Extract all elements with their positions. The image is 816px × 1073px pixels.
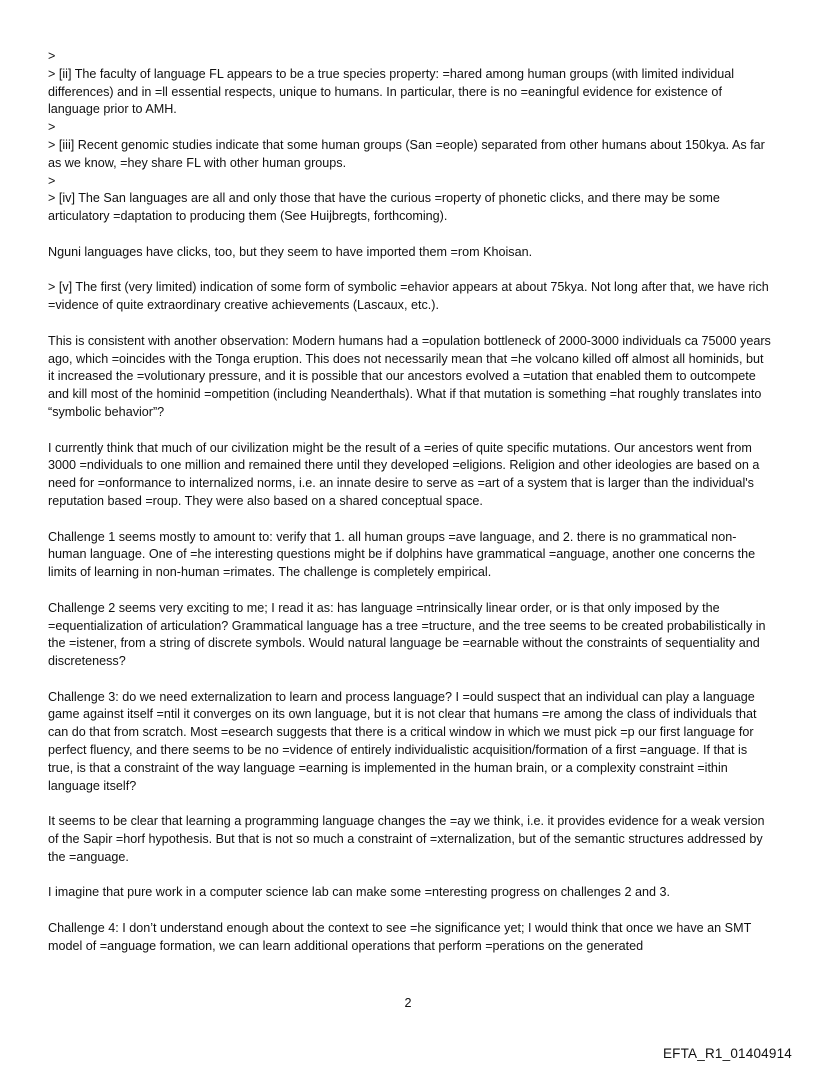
quoted-paragraph-v: > [v] The first (very limited) indication of some form of symbolic =ehavior appears at about 75kya. Not long after that, we have rich =vidence of quite extraordinary creative achievements (Lascaux, etc.). xyxy=(48,280,769,313)
page-number: 2 xyxy=(404,996,412,1010)
paragraph-challenge-2: Challenge 2 seems very exciting to me; I read it as: has language =ntrinsically linear order, or is that only imposed by the =equentialization of articulation? Grammatical language has a tree =tructure, and the tree seems to be created probabilistically in the =istener, from a string of discrete symbols. Would natural language be =earnable without the constraints of sequentiality and discreteness? xyxy=(48,600,766,669)
document-id: EFTA_R1_01404914 xyxy=(662,1046,792,1061)
quoted-paragraph-iv: > [iv] The San languages are all and only those that have the curious =roperty of phonetic clicks, and there may be some articulatory =daptation to producing them (See Huijbregts, forthcoming). xyxy=(48,191,720,224)
quoted-paragraph-iii: > [iii] Recent genomic studies indicate that some human groups (San =eople) separated from other humans about 150kya. As far as we know, =hey share FL with other human groups. xyxy=(48,137,765,170)
quoted-paragraph-ii: > [ii] The faculty of language FL appears to be a true species property: =hared among human groups (with limited individual differences) and in =ll essential respects, unique to humans. In particular, there is no =eaningful evidence for existence of language prior to AMH. xyxy=(48,66,735,117)
paragraph-challenge-3: Challenge 3: do we need externalization to learn and process language? I =ould suspect that an individual can play a language game against itself =ntil it converges on its own language, but it is not clear that humans =re among the class of individuals that can do that from scratch. Most =esearch suggests that there is a critical window in which we must pick =p our first language for perfect fluency, and there seems to be no =vidence of entirely individualistic acquisition/formation of a first =anguage. If that is true, is that a constraint of the way language =earning is implemented in the human brain, or a complexity constraint =ithin language itself? xyxy=(48,689,757,793)
paragraph-sapir-whorf: It seems to be clear that learning a programming language changes the =ay we think, i.e. it provides evidence for a weak version of the Sapir =horf hypothesis. But that is not so much a constraint of =xternalization, but of the semantic structures addressed by the =anguage. xyxy=(48,814,765,864)
paragraph-challenge-1: Challenge 1 seems mostly to amount to: verify that 1. all human groups =ave language, and 2. there is no grammatical non-human language. One of =he interesting questions might be if dolphins have grammatical =anguage, another one concerns the limits of learning in non-human =rimates. The challenge is completely empirical. xyxy=(48,529,756,580)
paragraph-mutations: I currently think that much of our civilization might be the result of a =eries of quite specific mutations. Our ancestors went from 3000 =ndividuals to one million and remained there until they developed =eligions. Religion and other ideologies are based on a need for =onformance to internalized norms, i.e. an innate desire to serve as =art of a system that is larger than the individual's reputation based =roup. They were also based on a shared conceptual space. xyxy=(48,440,760,508)
quote-marker: > xyxy=(48,49,56,63)
quote-marker: > xyxy=(48,120,56,135)
paragraph-challenge-4: Challenge 4: I don’t understand enough about the context to see =he significance yet; I would think that once we have an SMT model of =anguage formation, we can learn additional operations that perform =perations on the generated xyxy=(48,921,752,953)
quote-marker: > xyxy=(48,173,56,188)
paragraph-bottleneck: This is consistent with another observation: Modern humans had a =opulation bottleneck of 2000-3000 individuals ca 75000 years ago, which =oincides with the Tonga eruption. This does not necessarily mean that =he volcano killed off almost all hominids, but it increased the =volutionary pressure, and it is possible that our ancestors evolved a =utation that enabled them to outcompete and kill most of the hominid =ompetition (including Neanderthals). What if that mutation is something =hat roughly translates into “symbolic behavior”? xyxy=(48,333,771,419)
document-body xyxy=(48,48,773,956)
paragraph-cs-lab: I imagine that pure work in a computer science lab can make some =nteresting progress on challenges 2 and 3. xyxy=(48,885,670,900)
paragraph-nguni: Nguni languages have clicks, too, but they seem to have imported them =rom Khoisan. xyxy=(48,244,533,259)
